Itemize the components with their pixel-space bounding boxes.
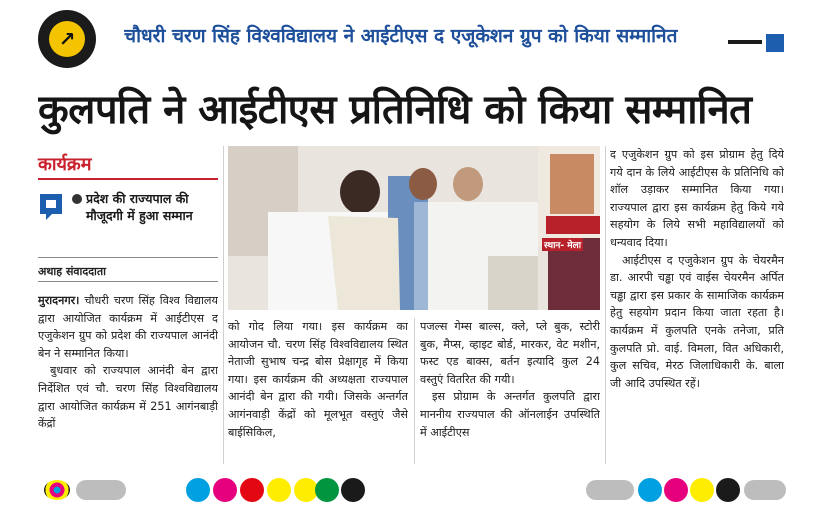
byline: अथाह संवाददाता xyxy=(38,265,107,278)
paragraph: आईटीएस द एजुकेशन ग्रुप के चेयरमैन डा. आरपी चड्ढा एवं वाईस चेयरमैन अर्पित चड्ढा द्वारा इस प्रकार के सामाजिक कार्यक्रम हेतु सहयोग प्रदान किया जाता रहता है। कार्यक्रम में कुलपति एनके तनेजा, प्रति कुलपति प्रो. वाई. विमला, वित अधिकारी, कुल सचिव, मेरठ जिलाधिकारी के. बाला जी आदि उपस्थित रहें। xyxy=(610,253,784,390)
kicker-rule xyxy=(728,40,762,44)
gray-pill xyxy=(744,480,786,500)
pointer-badge-icon xyxy=(38,192,64,222)
black-swatch xyxy=(716,478,740,502)
paragraph: बुधवार को राज्यपाल आनंदी बेन द्वारा निर्देशित एवं चौ. चरण सिंह विश्वविद्यालय द्वारा आयोजित कार्यक्रम में 251 आगंनबाड़ी केंद्रों xyxy=(38,364,218,431)
sub-headline-bullet xyxy=(72,194,82,204)
red-swatch xyxy=(240,478,264,502)
paragraph xyxy=(38,292,218,362)
yellow-swatch xyxy=(690,478,714,502)
cyan-swatch xyxy=(186,478,210,502)
column-divider xyxy=(605,146,606,464)
paragraph: पजल्स गेम्स बाल्स, क्ले, प्ले बुक, स्टोरी बुक, मैप्स, व्हाइट बोर्ड, मारकर, वेट मशीन, फस्ट एड बाक्स, बर्तन इत्यादि कुल 24 वस्तुएं वितरित की गयी। xyxy=(420,320,600,386)
black-swatch xyxy=(341,478,365,502)
section-label: कार्यक्रम xyxy=(38,154,92,175)
article-column-1 xyxy=(38,292,218,462)
article-column-3 xyxy=(420,318,600,464)
dateline: मुरादनगर। xyxy=(38,294,80,307)
kicker-square-marker xyxy=(766,34,784,52)
article-column-2 xyxy=(228,318,408,464)
paragraph: द एजुकेशन ग्रुप को इस प्रोग्राम हेतु दिये गये दान के लिये आईटीएस के प्रतिनिधि को शॉल उड़ाकर सम्मानित किया गया। राज्यपाल द्वारा इस कार्यक्रम हेतु किये गये सहयोग के लिये सभी महाविद्यालयों को धन्यवाद दिया। xyxy=(610,148,784,249)
paragraph: को गोद लिया गया। इस कार्यक्रम का आयोजन चौ. चरण सिंह विश्वविद्यालय स्थित नेताजी सुभाष चन्द्र बोस प्रेक्षागृह में किया गया। इस कार्यक्रम की अध्यक्षता राज्यपाल आनंदी बेन द्वारा की गयी। जिसके अन्तर्गत आगंनवाड़ी केंद्रों को मूलभूत वस्तुएं जैसे बाईसिकिल, xyxy=(228,320,408,439)
yellow-swatch xyxy=(267,478,291,502)
publication-logo xyxy=(38,10,96,68)
magenta-swatch xyxy=(664,478,688,502)
logo-arrow-icon: ↗ xyxy=(49,21,85,57)
green-swatch xyxy=(315,478,339,502)
column-divider xyxy=(223,146,224,464)
byline-rule-bottom xyxy=(38,281,218,282)
main-headline: कुलपति ने आईटीएस प्रतिनिधि को किया सम्मानित xyxy=(38,87,752,133)
photo-banner-text: स्थान- मेला xyxy=(542,238,583,251)
column-divider xyxy=(414,318,415,464)
news-photo xyxy=(228,146,600,310)
article-column-4 xyxy=(610,146,784,464)
registration-target xyxy=(44,480,70,500)
paragraph: इस प्रोग्राम के अन्तर्गत कुलपति द्वारा माननीय राज्यपाल की ऑनलाईन उपस्थिति में आईटीएस xyxy=(420,390,600,439)
kicker-headline: चौधरी चरण सिंह विश्वविद्यालय ने आईटीएस द एजूकेशन ग्रुप को किया सम्मानित xyxy=(124,25,678,47)
magenta-swatch xyxy=(213,478,237,502)
gray-pill xyxy=(586,480,634,500)
section-rule xyxy=(38,178,218,180)
cyan-swatch xyxy=(638,478,662,502)
byline-rule-top xyxy=(38,257,218,258)
paragraph-text: चौधरी चरण सिंह विश्व विद्यालय द्वारा आयोजित कार्यक्रम में आईटीएस द एजुकेशन ग्रुप को प्रदेश की राज्यपाल आनंदी बेन ने सम्मानित किया। xyxy=(38,294,218,360)
sub-headline: प्रदेश की राज्यपाल की मौजूदगी में हुआ सम्मान xyxy=(86,191,193,223)
photo-illustration xyxy=(228,146,600,310)
gray-pill xyxy=(76,480,126,500)
